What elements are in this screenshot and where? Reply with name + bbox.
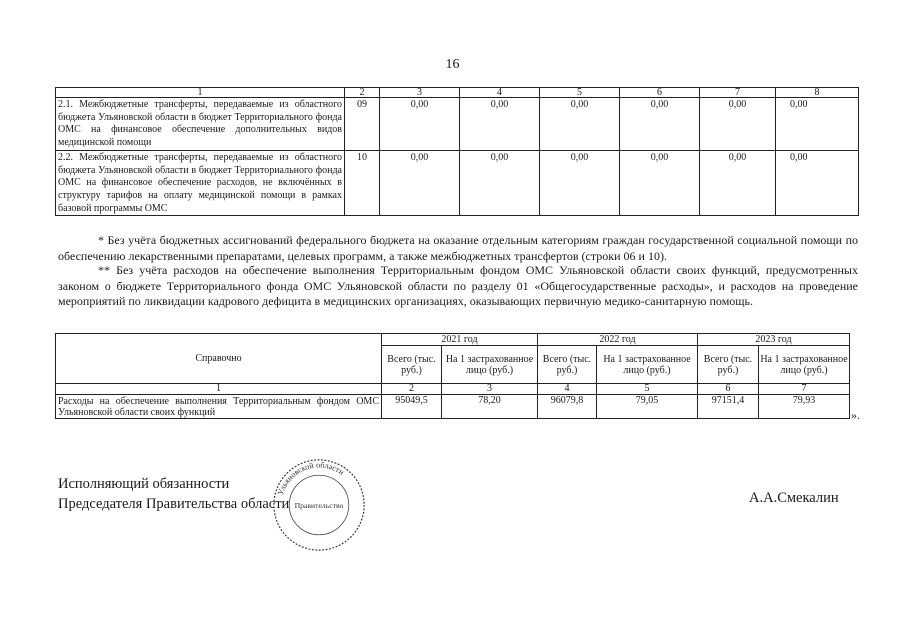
value-cell: 95049,5 xyxy=(382,395,442,419)
header-cell: 3 xyxy=(380,88,460,98)
value-cell: 0,00 xyxy=(380,98,460,151)
closing-quote-mark: ». xyxy=(851,408,860,422)
per-person-column-header: На 1 застрахованное лицо (руб.) xyxy=(597,346,698,384)
year-header: 2022 год xyxy=(538,334,698,346)
index-cell: 2 xyxy=(382,384,442,395)
table-row xyxy=(56,395,850,419)
value-cell: 0,00 xyxy=(540,150,620,216)
footnote-single-asterisk: * Без учёта бюджетных ассигнований федерального бюджета на оказание отдельным категориям граждан государственной социальной помощи по обеспечению лекарственными препаратами, целевых программ, а также межбюджетных трансфертов (строки 06 и 10). xyxy=(58,233,858,263)
per-person-column-header: На 1 застрахованное лицо (руб.) xyxy=(442,346,538,384)
header-cell: 4 xyxy=(460,88,540,98)
index-cell: 5 xyxy=(597,384,698,395)
value-cell: 0,00 xyxy=(460,150,540,216)
signature-block xyxy=(58,474,289,514)
row-description: 2.2. Межбюджетные трансферты, передаваемые из областного бюджета Ульяновской области в бюджет Территориального фонда ОМС на финансовое обеспечение расходов, не включённых в структуру тарифов на оплату медицинской помощи в рамках базовой программы ОМС xyxy=(56,150,345,216)
row-description: 2.1. Межбюджетные трансферты, передаваемые из областного бюджета Ульяновской области в бюджет Территориального фонда ОМС на финансовое обеспечение дополнительных видов медицинской помощи xyxy=(56,98,345,151)
value-cell: 78,20 xyxy=(442,395,538,419)
header-cell: 1 xyxy=(56,88,345,98)
value-cell: 0,00 xyxy=(776,150,859,216)
header-cell: 2 xyxy=(345,88,380,98)
financing-table xyxy=(55,87,859,216)
header-cell: 8 xyxy=(776,88,859,98)
value-cell: 79,93 xyxy=(759,395,850,419)
row-code: 10 xyxy=(345,150,380,216)
value-cell: 96079,8 xyxy=(538,395,597,419)
header-cell: 5 xyxy=(540,88,620,98)
header-cell: 7 xyxy=(700,88,776,98)
table-header-row xyxy=(56,88,859,98)
value-cell: 79,05 xyxy=(597,395,698,419)
value-cell: 0,00 xyxy=(620,98,700,151)
index-cell: 7 xyxy=(759,384,850,395)
value-cell: 0,00 xyxy=(700,98,776,151)
reference-label-header: Справочно xyxy=(56,334,382,384)
index-row xyxy=(56,384,850,395)
value-cell: 97151,4 xyxy=(698,395,759,419)
value-cell: 0,00 xyxy=(380,150,460,216)
index-cell: 6 xyxy=(698,384,759,395)
header-cell: 6 xyxy=(620,88,700,98)
reference-table xyxy=(55,333,850,419)
total-column-header: Всего (тыс. руб.) xyxy=(382,346,442,384)
stamp-inner-text: Правительство xyxy=(294,500,344,510)
stamp-outer-text: Ульяновской области xyxy=(275,460,346,497)
year-header: 2023 год xyxy=(698,334,850,346)
year-header-row xyxy=(56,334,850,346)
table-row xyxy=(56,150,859,216)
signatory-name: А.А.Смекалин xyxy=(749,490,839,506)
value-cell: 0,00 xyxy=(776,98,859,151)
year-header: 2021 год xyxy=(382,334,538,346)
page-number: 16 xyxy=(445,57,460,72)
per-person-column-header: На 1 застрахованное лицо (руб.) xyxy=(759,346,850,384)
value-cell: 0,00 xyxy=(540,98,620,151)
row-code: 09 xyxy=(345,98,380,151)
footnote-double-asterisk: ** Без учёта расходов на обеспечение выполнения Территориальным фондом ОМС Ульяновской области своих функций, предусмотренных законом о бюджете Территориального фонда ОМС Ульяновской области по разделу 01 «Общегосударственные расходы», и расходов на проведение мероприятий по ликвидации кадрового дефицита в медицинских организациях, оказывающих первичную медико-санитарную помощь. xyxy=(58,263,858,309)
row-description: Расходы на обеспечение выполнения Территориальным фондом ОМС Ульяновской области своих функций xyxy=(56,395,382,419)
table-row xyxy=(56,98,859,151)
total-column-header: Всего (тыс. руб.) xyxy=(538,346,597,384)
value-cell: 0,00 xyxy=(620,150,700,216)
index-cell: 1 xyxy=(56,384,382,395)
total-column-header: Всего (тыс. руб.) xyxy=(698,346,759,384)
index-cell: 4 xyxy=(538,384,597,395)
signatory-position-line1: Исполняющий обязанности xyxy=(58,476,230,492)
value-cell: 0,00 xyxy=(700,150,776,216)
signatory-position-line2: Председателя Правительства области xyxy=(58,496,290,512)
index-cell: 3 xyxy=(442,384,538,395)
value-cell: 0,00 xyxy=(460,98,540,151)
